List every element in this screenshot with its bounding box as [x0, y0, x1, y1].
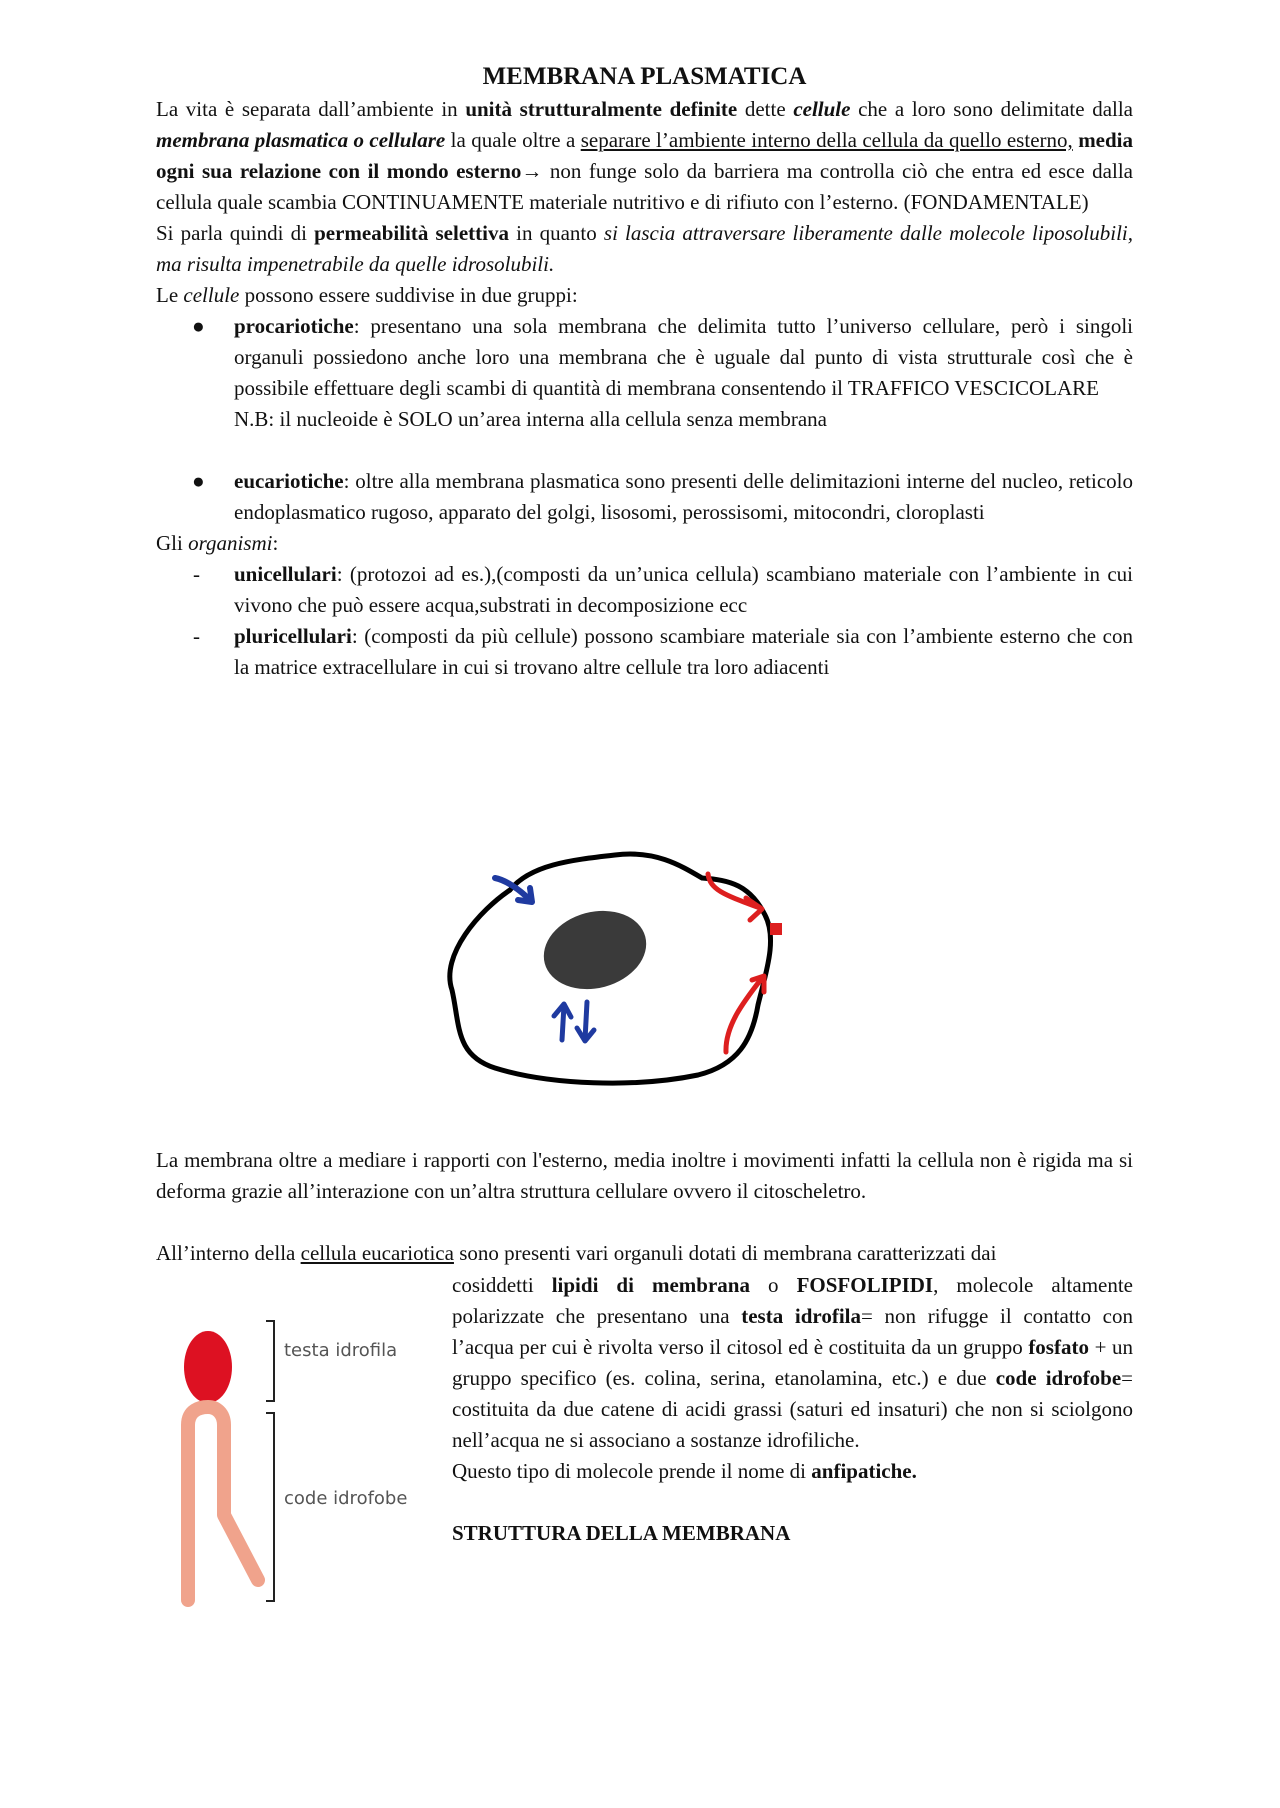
phospholipid-text	[452, 1270, 1133, 1549]
list-item-eucariotiche: ● eucariotiche: oltre alla membrana plasmatica sono presenti delle delimitazioni interne del nucleo, reticolo endoplasmatico rugoso, apparato del golgi, lisosomi, perossisomi, mitocondri, cloroplasti	[156, 466, 1133, 528]
phospholipid-figure	[170, 1315, 460, 1615]
dash-icon: -	[193, 562, 200, 586]
exchange-down-arrow-icon	[577, 1002, 594, 1041]
intro-paragraph: La vita è separata dall’ambiente in unità strutturalmente definite dette cellule che a loro sono delimitate dalla membrana plasmatica o cellulare la quale oltre a separare l’ambiente interno della cellula da quello esterno, media ogni sua relazione con il mondo esterno→ non funge solo da barriera ma controlla ciò che entra ed esce dalla cellula quale scambia CONTINUAMENTE materiale nutritivo e di rifiuto con l’esterno. (FONDAMENTALE)	[156, 97, 1134, 214]
eukaryotic-paragraph: All’interno della cellula eucariotica sono presenti vari organuli dotati di membrana caratterizzati dai	[156, 1241, 997, 1265]
lipids-paragraph: cosiddetti lipidi di membrana o FOSFOLIPIDI, molecole altamente polarizzate che presentano una testa idrofila= non rifugge il contatto con l’acqua per cui è rivolta verso il citosol ed è costituita da un gruppo fosfato + un gruppo specifico (es. colina, serina, etanolamina, etc.) e due code idrofobe= costituita da due catene di acidi grassi (saturi ed insaturi) che non si sciolgono nell’acqua ne si associano a sostanze idrofiliche.	[452, 1273, 1134, 1452]
movement-paragraph: La membrana oltre a mediare i rapporti con l'esterno, media inoltre i movimenti infatti la cellula non è rigida ma si deforma grazie all’interazione con un’altra struttura cellulare ovvero il citoscheletro.	[156, 1148, 1133, 1203]
organisms-list	[156, 559, 1133, 683]
list-item-pluricellulari: - pluricellulari: (composti da più cellule) possono scambiare materiale sia con l’ambiente esterno che con la matrice extracellulare in cui si trovano altre cellule tra loro adiacenti	[156, 621, 1133, 683]
tails-label: code idrofobe	[284, 1488, 408, 1509]
nb-note: N.B: il nucleoide è SOLO un’area interna alla cellula senza membrana	[234, 407, 828, 431]
exchange-up-arrow-icon	[554, 1004, 571, 1040]
structure-heading: STRUTTURA DELLA MEMBRANA	[452, 1521, 791, 1545]
vesicle-red	[770, 923, 782, 935]
cell-types-list	[156, 311, 1133, 528]
head-label: testa idrofila	[284, 1340, 398, 1361]
page-title: MEMBRANA PLASMATICA	[482, 63, 807, 90]
permeability-paragraph: Si parla quindi di permeabilità selettiva in quanto si lascia attraversare liberamente dalle molecole liposolubili, ma risulta impenetrabile da quelle idrosolubili.	[156, 221, 1133, 276]
nucleus	[535, 900, 655, 1000]
organisms-paragraph: Gli organismi:	[156, 531, 279, 555]
tails-bracket	[266, 1413, 274, 1601]
head-bracket	[266, 1321, 274, 1401]
list-item-procariotiche: ● procariotiche: presentano una sola membrana che delimita tutto l’universo cellulare, però i singoli organuli possiedono anche loro una membrana che è uguale dal punto di vista strutturale così che è possibile effettuare degli scambi di quantità di membrana consentendo il TRAFFICO VESCICOLARE N.B: il nucleoide è SOLO un’area interna alla cellula senza membrana	[156, 311, 1133, 435]
hydrophobic-tails	[188, 1407, 258, 1600]
dash-icon: -	[193, 624, 200, 648]
groups-paragraph: Le cellule possono essere suddivise in due gruppi:	[156, 283, 578, 307]
list-item-unicellulari: - unicellulari: (protozoi ad es.),(composti da un’unica cellula) scambiano materiale con l’ambiente in cui vivono che può essere acqua,substrati in decomposizione ecc	[156, 559, 1133, 621]
bullet-icon: ●	[192, 469, 205, 493]
cell-diagram	[440, 840, 860, 1090]
amphipathic-paragraph: Questo tipo di molecole prende il nome di anfipatiche.	[452, 1459, 917, 1483]
document-page	[156, 60, 1133, 683]
hydrophilic-head	[184, 1331, 232, 1403]
bullet-icon: ●	[192, 314, 205, 338]
section-movement	[156, 1145, 1133, 1269]
